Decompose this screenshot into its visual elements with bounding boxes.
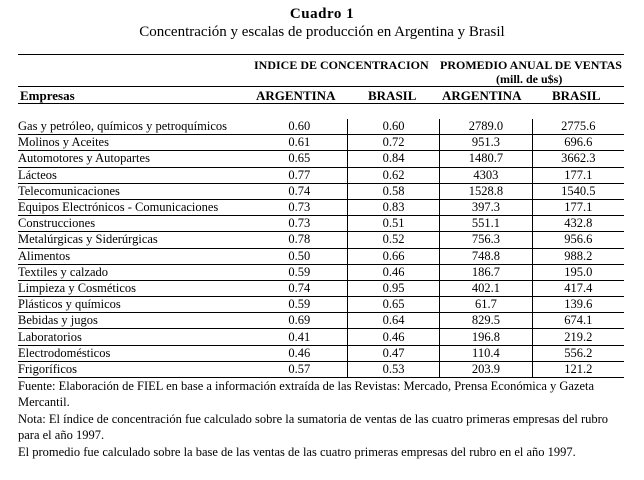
header-argentina-indice: ARGENTINA	[256, 88, 336, 103]
indice-argentina-cell: 0.77	[252, 167, 348, 183]
table-row	[18, 280, 624, 296]
indice-brasil-cell: 0.72	[347, 135, 439, 151]
promedio-argentina-cell: 951.3	[440, 135, 532, 151]
company-name-cell: Automotores y Autopartes	[18, 151, 252, 167]
indice-brasil-cell: 0.52	[347, 232, 439, 248]
company-name-cell: Equipos Electrónicos - Comunicaciones	[18, 199, 252, 215]
promedio-argentina-cell: 61.7	[440, 297, 532, 313]
indice-brasil-cell: 0.66	[347, 248, 439, 264]
promedio-brasil-cell: 177.1	[532, 199, 624, 215]
promedio-argentina-cell: 203.9	[440, 361, 532, 377]
company-name-cell: Electrodomésticos	[18, 345, 252, 361]
promedio-argentina-cell: 196.8	[440, 329, 532, 345]
indice-brasil-cell: 0.95	[347, 280, 439, 296]
header-indice: INDICE DE CONCENTRACION	[254, 58, 429, 72]
indice-brasil-cell: 0.53	[347, 361, 439, 377]
promedio-argentina-cell: 756.3	[440, 232, 532, 248]
indice-argentina-cell: 0.69	[252, 313, 348, 329]
table-row	[18, 329, 624, 345]
indice-argentina-cell: 0.46	[252, 345, 348, 361]
indice-argentina-cell: 0.61	[252, 135, 348, 151]
promedio-argentina-cell: 551.1	[440, 216, 532, 232]
header-promedio: PROMEDIO ANUAL DE VENTAS	[440, 58, 622, 72]
data-table-body	[18, 119, 624, 378]
promedio-brasil-cell: 177.1	[532, 167, 624, 183]
note-concentration: Nota: El índice de concentración fue calculado sobre la sumatoria de ventas de las cuatro primeras empresas del rubro para el año 1997.	[18, 411, 609, 443]
header-promedio-units: (mill. de u$s)	[496, 72, 563, 86]
promedio-brasil-cell: 2775.6	[532, 119, 624, 135]
company-name-cell: Gas y petróleo, químicos y petroquímicos	[18, 119, 252, 135]
note-average: El promedio fue calculado sobre la base de las ventas de las cuatro primeras empresas del rubro en el año 1997.	[18, 444, 576, 459]
indice-brasil-cell: 0.60	[347, 119, 439, 135]
table-row	[18, 167, 624, 183]
indice-brasil-cell: 0.64	[347, 313, 439, 329]
table-row	[18, 183, 624, 199]
table-row	[18, 135, 624, 151]
promedio-brasil-cell: 219.2	[532, 329, 624, 345]
promedio-argentina-cell: 186.7	[440, 264, 532, 280]
promedio-argentina-cell: 397.3	[440, 199, 532, 215]
header-empresas: Empresas	[20, 88, 75, 103]
columns-rule	[18, 103, 624, 104]
promedio-argentina-cell: 748.8	[440, 248, 532, 264]
company-name-cell: Lácteos	[18, 167, 252, 183]
indice-argentina-cell: 0.57	[252, 361, 348, 377]
indice-argentina-cell: 0.73	[252, 216, 348, 232]
table-row	[18, 119, 624, 135]
indice-argentina-cell: 0.41	[252, 329, 348, 345]
promedio-brasil-cell: 3662.3	[532, 151, 624, 167]
table-row	[18, 232, 624, 248]
indice-argentina-cell: 0.74	[252, 183, 348, 199]
table-row	[18, 216, 624, 232]
indice-brasil-cell: 0.83	[347, 199, 439, 215]
company-name-cell: Alimentos	[18, 248, 252, 264]
promedio-brasil-cell: 674.1	[532, 313, 624, 329]
promedio-brasil-cell: 556.2	[532, 345, 624, 361]
indice-brasil-cell: 0.65	[347, 297, 439, 313]
table-row	[18, 151, 624, 167]
promedio-brasil-cell: 988.2	[532, 248, 624, 264]
table-notes	[18, 378, 628, 460]
indice-argentina-cell: 0.78	[252, 232, 348, 248]
table-subtitle: Concentración y escalas de producción en Argentina y Brasil	[139, 24, 505, 40]
promedio-argentina-cell: 829.5	[440, 313, 532, 329]
company-name-cell: Laboratorios	[18, 329, 252, 345]
promedio-brasil-cell: 1540.5	[532, 183, 624, 199]
company-name-cell: Molinos y Aceites	[18, 135, 252, 151]
table-row	[18, 199, 624, 215]
promedio-brasil-cell: 121.2	[532, 361, 624, 377]
indice-brasil-cell: 0.47	[347, 345, 439, 361]
indice-argentina-cell: 0.65	[252, 151, 348, 167]
promedio-brasil-cell: 195.0	[532, 264, 624, 280]
company-name-cell: Textiles y calzado	[18, 264, 252, 280]
indice-argentina-cell: 0.59	[252, 264, 348, 280]
promedio-argentina-cell: 1528.8	[440, 183, 532, 199]
company-name-cell: Frigoríficos	[18, 361, 252, 377]
promedio-brasil-cell: 956.6	[532, 232, 624, 248]
company-name-cell: Construcciones	[18, 216, 252, 232]
company-name-cell: Limpieza y Cosméticos	[18, 280, 252, 296]
table-row	[18, 248, 624, 264]
table-row	[18, 361, 624, 377]
header-brasil-promedio: BRASIL	[552, 88, 601, 103]
promedio-brasil-cell: 417.4	[532, 280, 624, 296]
header-argentina-promedio: ARGENTINA	[442, 88, 522, 103]
indice-argentina-cell: 0.59	[252, 297, 348, 313]
indice-argentina-cell: 0.74	[252, 280, 348, 296]
data-table	[18, 119, 624, 378]
indice-brasil-cell: 0.84	[347, 151, 439, 167]
header-brasil-indice: BRASIL	[368, 88, 417, 103]
indice-brasil-cell: 0.51	[347, 216, 439, 232]
table-row	[18, 313, 624, 329]
table-row	[18, 345, 624, 361]
note-source: Fuente: Elaboración de FIEL en base a información extraída de las Revistas: Mercado, Prensa Económica y Gazeta Mercantil.	[18, 379, 595, 410]
company-name-cell: Plásticos y químicos	[18, 297, 252, 313]
indice-argentina-cell: 0.50	[252, 248, 348, 264]
company-name-cell: Telecomunicaciones	[18, 183, 252, 199]
top-rule	[18, 54, 624, 55]
indice-brasil-cell: 0.58	[347, 183, 439, 199]
indice-argentina-cell: 0.60	[252, 119, 348, 135]
promedio-argentina-cell: 110.4	[440, 345, 532, 361]
company-name-cell: Metalúrgicas y Siderúrgicas	[18, 232, 252, 248]
promedio-brasil-cell: 696.6	[532, 135, 624, 151]
promedio-argentina-cell: 2789.0	[440, 119, 532, 135]
promedio-brasil-cell: 432.8	[532, 216, 624, 232]
indice-brasil-cell: 0.46	[347, 329, 439, 345]
promedio-argentina-cell: 402.1	[440, 280, 532, 296]
promedio-argentina-cell: 4303	[440, 167, 532, 183]
company-name-cell: Bebidas y jugos	[18, 313, 252, 329]
promedio-argentina-cell: 1480.7	[440, 151, 532, 167]
header-rule	[18, 86, 624, 87]
table-row	[18, 297, 624, 313]
indice-argentina-cell: 0.73	[252, 199, 348, 215]
indice-brasil-cell: 0.46	[347, 264, 439, 280]
table-title: Cuadro 1	[289, 6, 355, 22]
promedio-brasil-cell: 139.6	[532, 297, 624, 313]
indice-brasil-cell: 0.62	[347, 167, 439, 183]
table-row	[18, 264, 624, 280]
